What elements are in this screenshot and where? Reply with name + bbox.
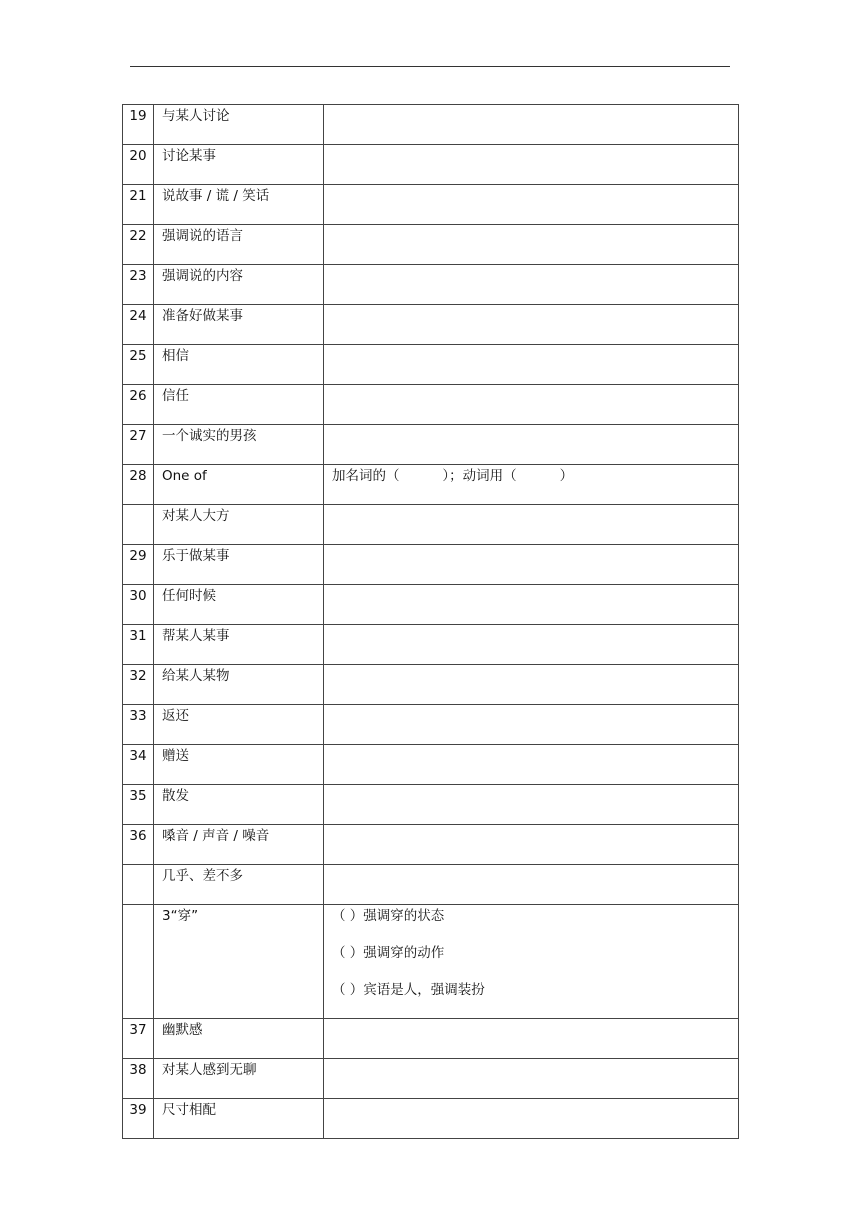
row-term: 赠送 [154, 745, 324, 785]
answer-text: 加名词的（ ）；动词用（ ） [332, 468, 574, 484]
answer-cell[interactable] [324, 265, 739, 305]
answer-cell[interactable] [324, 105, 739, 145]
answer-cell[interactable] [324, 825, 739, 865]
answer-cell[interactable] [324, 185, 739, 225]
header-rule [130, 66, 730, 67]
answer-cell[interactable] [324, 465, 739, 505]
row-number [123, 905, 154, 1019]
row-term: 信任 [154, 385, 324, 425]
table-row [123, 185, 739, 225]
row-term: 讨论某事 [154, 145, 324, 185]
row-term: 几乎、差不多 [154, 865, 324, 905]
row-number: 28 [123, 465, 154, 505]
row-term: 幽默感 [154, 1019, 324, 1059]
answer-cell[interactable] [324, 505, 739, 545]
answer-cell[interactable] [324, 785, 739, 825]
table-row [123, 1059, 739, 1099]
row-number: 39 [123, 1099, 154, 1139]
table-row [123, 465, 739, 505]
table-row [123, 705, 739, 745]
row-term: 返还 [154, 705, 324, 745]
row-number: 21 [123, 185, 154, 225]
table-row [123, 625, 739, 665]
table-row [123, 505, 739, 545]
answer-cell[interactable] [324, 705, 739, 745]
row-number: 25 [123, 345, 154, 385]
table-row-wear [123, 905, 739, 1019]
table-row [123, 545, 739, 585]
row-number: 19 [123, 105, 154, 145]
row-term: 嗓音 / 声音 / 噪音 [154, 825, 324, 865]
answer-cell[interactable] [324, 545, 739, 585]
row-term: 给某人某物 [154, 665, 324, 705]
row-term: 一个诚实的男孩 [154, 425, 324, 465]
answer-cell[interactable] [324, 145, 739, 185]
wear-option-line: （ ）宾语是人，强调装扮 [332, 982, 485, 998]
table-row [123, 1099, 739, 1139]
row-number: 34 [123, 745, 154, 785]
row-term: 对某人感到无聊 [154, 1059, 324, 1099]
row-number: 26 [123, 385, 154, 425]
row-term: One of [154, 465, 324, 505]
answer-cell[interactable] [324, 305, 739, 345]
table-row [123, 865, 739, 905]
answer-cell[interactable] [324, 1099, 739, 1139]
row-number: 38 [123, 1059, 154, 1099]
table-row [123, 345, 739, 385]
answer-cell[interactable] [324, 745, 739, 785]
table-row [123, 785, 739, 825]
row-term: 强调说的内容 [154, 265, 324, 305]
row-term: 帮某人某事 [154, 625, 324, 665]
row-term: 散发 [154, 785, 324, 825]
row-term: 对某人大方 [154, 505, 324, 545]
row-number: 20 [123, 145, 154, 185]
row-term: 强调说的语言 [154, 225, 324, 265]
vocabulary-table [122, 104, 739, 1139]
row-term: 任何时候 [154, 585, 324, 625]
row-number: 22 [123, 225, 154, 265]
answer-cell[interactable] [324, 585, 739, 625]
table-row [123, 425, 739, 465]
row-term: 准备好做某事 [154, 305, 324, 345]
answer-cell[interactable] [324, 665, 739, 705]
table-row [123, 385, 739, 425]
row-number [123, 505, 154, 545]
table-row [123, 825, 739, 865]
table-row [123, 665, 739, 705]
answer-cell[interactable] [324, 905, 739, 1019]
row-number: 32 [123, 665, 154, 705]
answer-cell[interactable] [324, 625, 739, 665]
table-row [123, 1019, 739, 1059]
table-row [123, 585, 739, 625]
row-term: 说故事 / 谎 / 笑话 [154, 185, 324, 225]
row-term: 3“穿” [154, 905, 324, 1019]
answer-cell[interactable] [324, 1019, 739, 1059]
answer-cell[interactable] [324, 225, 739, 265]
answer-cell[interactable] [324, 865, 739, 905]
row-term: 与某人讨论 [154, 105, 324, 145]
row-number: 29 [123, 545, 154, 585]
row-term: 乐于做某事 [154, 545, 324, 585]
wear-option-line: （ ）强调穿的动作 [332, 945, 445, 961]
row-number: 33 [123, 705, 154, 745]
wear-option-line: （ ）强调穿的状态 [332, 908, 445, 924]
table-row [123, 105, 739, 145]
answer-cell[interactable] [324, 1059, 739, 1099]
table-row [123, 745, 739, 785]
vocabulary-table-body [123, 105, 739, 1139]
row-number: 35 [123, 785, 154, 825]
row-number [123, 865, 154, 905]
row-term: 尺寸相配 [154, 1099, 324, 1139]
table-row [123, 265, 739, 305]
row-number: 23 [123, 265, 154, 305]
table-row [123, 305, 739, 345]
row-term: 相信 [154, 345, 324, 385]
row-number: 37 [123, 1019, 154, 1059]
row-number: 24 [123, 305, 154, 345]
row-number: 30 [123, 585, 154, 625]
table-row [123, 145, 739, 185]
answer-cell[interactable] [324, 425, 739, 465]
answer-cell[interactable] [324, 345, 739, 385]
answer-cell[interactable] [324, 385, 739, 425]
table-row [123, 225, 739, 265]
row-number: 27 [123, 425, 154, 465]
row-number: 36 [123, 825, 154, 865]
row-number: 31 [123, 625, 154, 665]
